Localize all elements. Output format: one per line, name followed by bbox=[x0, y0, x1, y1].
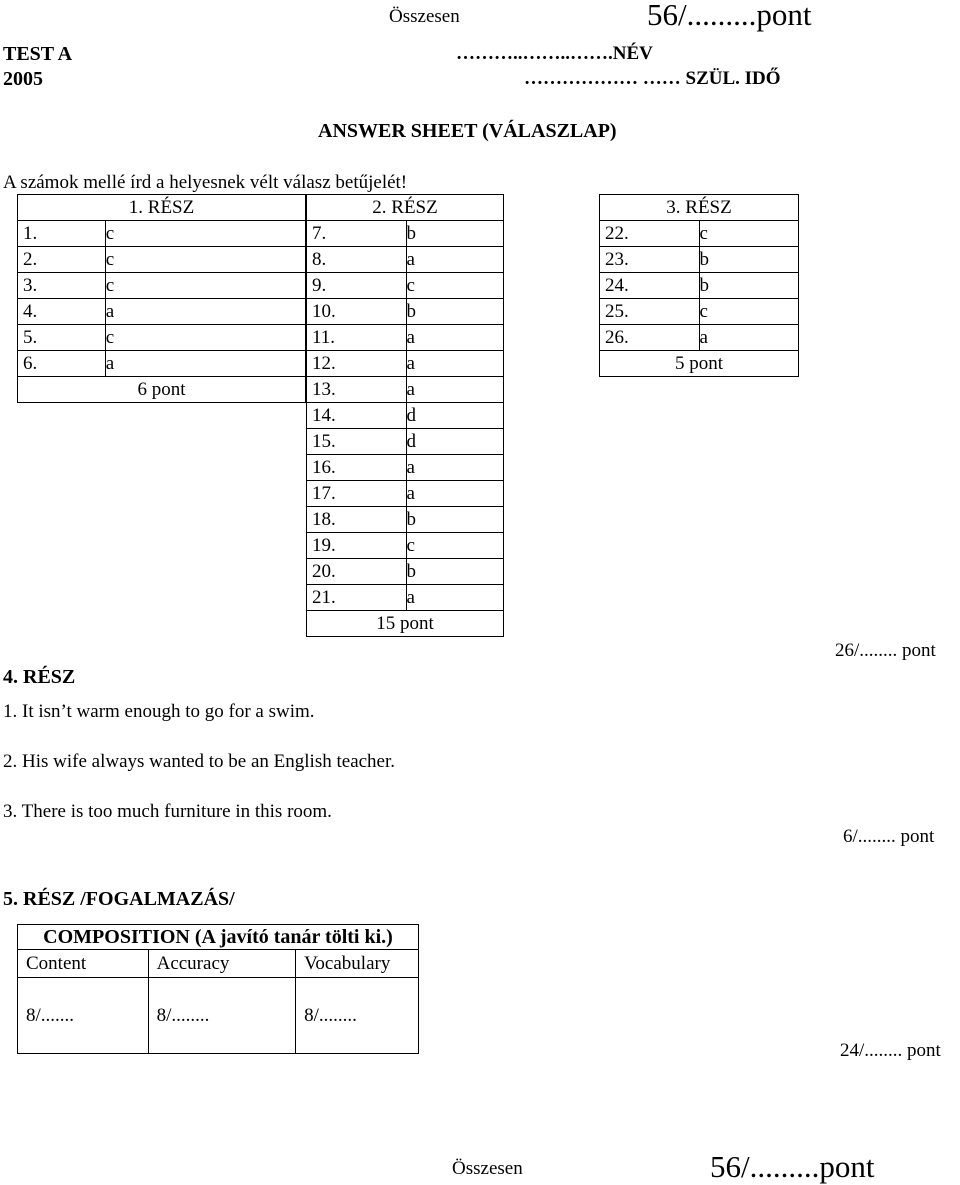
part4-heading: 4. RÉSZ bbox=[3, 666, 76, 688]
part3-heading: 3. RÉSZ bbox=[600, 195, 799, 221]
answer-letter[interactable]: b bbox=[699, 273, 798, 299]
question-number: 25. bbox=[600, 299, 700, 325]
question-number: 9. bbox=[307, 273, 407, 299]
total-score-top: 56/.........pont bbox=[647, 0, 812, 32]
answer-letter[interactable]: c bbox=[105, 325, 305, 351]
part2-row bbox=[307, 351, 504, 377]
answer-letter[interactable]: c bbox=[105, 221, 305, 247]
part2-table bbox=[306, 194, 504, 637]
answer-letter[interactable]: a bbox=[406, 481, 503, 507]
question-number: 22. bbox=[600, 221, 700, 247]
composition-table bbox=[17, 924, 419, 1054]
question-number: 10. bbox=[307, 299, 407, 325]
part4-subtotal[interactable]: 6/........ pont bbox=[843, 826, 935, 847]
answer-letter[interactable]: d bbox=[406, 429, 503, 455]
answer-letter[interactable]: b bbox=[406, 299, 503, 325]
vocabulary-score[interactable]: 8/........ bbox=[296, 978, 419, 1054]
part4-sentence-2[interactable]: 2. His wife always wanted to be an English teacher. bbox=[3, 751, 396, 772]
question-number: 13. bbox=[307, 377, 407, 403]
answer-letter[interactable]: b bbox=[406, 507, 503, 533]
part1-row bbox=[18, 221, 306, 247]
part2-row bbox=[307, 247, 504, 273]
part3-table bbox=[599, 194, 799, 377]
answer-letter[interactable]: c bbox=[406, 273, 503, 299]
part2-row bbox=[307, 377, 504, 403]
part3-points: 5 pont bbox=[600, 351, 799, 377]
column-accuracy: Accuracy bbox=[148, 950, 296, 978]
answer-letter[interactable]: a bbox=[406, 325, 503, 351]
part1-row bbox=[18, 273, 306, 299]
part3-row bbox=[600, 299, 799, 325]
question-number: 15. bbox=[307, 429, 407, 455]
part2-row bbox=[307, 559, 504, 585]
question-number: 20. bbox=[307, 559, 407, 585]
part2-heading: 2. RÉSZ bbox=[307, 195, 504, 221]
answer-letter[interactable]: c bbox=[699, 299, 798, 325]
question-number: 23. bbox=[600, 247, 700, 273]
part2-row bbox=[307, 273, 504, 299]
part4-sentence-3[interactable]: 3. There is too much furniture in this room. bbox=[3, 801, 332, 822]
part2-row bbox=[307, 455, 504, 481]
part2-row bbox=[307, 585, 504, 611]
part2-row bbox=[307, 429, 504, 455]
part1-table bbox=[17, 194, 306, 403]
part1-row bbox=[18, 351, 306, 377]
question-number: 4. bbox=[18, 299, 106, 325]
question-number: 6. bbox=[18, 351, 106, 377]
question-number: 3. bbox=[18, 273, 106, 299]
question-number: 7. bbox=[307, 221, 407, 247]
part3-row bbox=[600, 325, 799, 351]
part5-subtotal[interactable]: 24/........ pont bbox=[840, 1040, 941, 1061]
content-score[interactable]: 8/....... bbox=[18, 978, 149, 1054]
part2-row bbox=[307, 221, 504, 247]
part2-row bbox=[307, 299, 504, 325]
part2-row bbox=[307, 481, 504, 507]
answer-letter[interactable]: c bbox=[105, 273, 305, 299]
column-vocabulary: Vocabulary bbox=[296, 950, 419, 978]
part1-row bbox=[18, 247, 306, 273]
total-label-top: Összesen bbox=[389, 6, 460, 27]
question-number: 14. bbox=[307, 403, 407, 429]
part2-row bbox=[307, 403, 504, 429]
total-score-bottom: 56/.........pont bbox=[710, 1149, 875, 1184]
part2-points: 15 pont bbox=[307, 611, 504, 637]
part1-points: 6 pont bbox=[18, 377, 306, 403]
answer-letter[interactable]: d bbox=[406, 403, 503, 429]
answer-letter[interactable]: a bbox=[699, 325, 798, 351]
part3-row bbox=[600, 273, 799, 299]
answer-letter[interactable]: c bbox=[699, 221, 798, 247]
part1-heading: 1. RÉSZ bbox=[18, 195, 306, 221]
composition-title: COMPOSITION (A javító tanár tölti ki.) bbox=[18, 925, 419, 950]
question-number: 8. bbox=[307, 247, 407, 273]
birth-date-field[interactable]: ……………… …… SZÜL. IDŐ bbox=[524, 68, 781, 89]
part1-row bbox=[18, 325, 306, 351]
question-number: 26. bbox=[600, 325, 700, 351]
answer-letter[interactable]: a bbox=[406, 377, 503, 403]
question-number: 16. bbox=[307, 455, 407, 481]
question-number: 5. bbox=[18, 325, 106, 351]
answer-letter[interactable]: b bbox=[406, 559, 503, 585]
accuracy-score[interactable]: 8/........ bbox=[148, 978, 296, 1054]
page-title: ANSWER SHEET (VÁLASZLAP) bbox=[318, 120, 617, 142]
question-number: 12. bbox=[307, 351, 407, 377]
answer-letter[interactable]: b bbox=[699, 247, 798, 273]
name-field[interactable]: ………..……..…….NÉV bbox=[456, 43, 653, 64]
question-number: 11. bbox=[307, 325, 407, 351]
part1-points-row bbox=[18, 377, 306, 403]
answer-letter[interactable]: a bbox=[406, 455, 503, 481]
part3-row bbox=[600, 221, 799, 247]
part3-row bbox=[600, 247, 799, 273]
answer-letter[interactable]: a bbox=[105, 299, 305, 325]
answer-letter[interactable]: a bbox=[406, 351, 503, 377]
answer-letter[interactable]: c bbox=[105, 247, 305, 273]
answer-letter[interactable]: c bbox=[406, 533, 503, 559]
answer-letter[interactable]: b bbox=[406, 221, 503, 247]
part2-row bbox=[307, 533, 504, 559]
question-number: 18. bbox=[307, 507, 407, 533]
column-content: Content bbox=[18, 950, 149, 978]
instruction-text: A számok mellé írd a helyesnek vélt válasz betűjelét! bbox=[3, 172, 408, 193]
answer-letter[interactable]: a bbox=[105, 351, 305, 377]
part3-points-row bbox=[600, 351, 799, 377]
question-number: 17. bbox=[307, 481, 407, 507]
question-number: 19. bbox=[307, 533, 407, 559]
question-number: 2. bbox=[18, 247, 106, 273]
part2-row bbox=[307, 507, 504, 533]
year: 2005 bbox=[3, 68, 43, 90]
test-label: TEST A bbox=[3, 43, 73, 65]
question-number: 24. bbox=[600, 273, 700, 299]
question-number: 21. bbox=[307, 585, 407, 611]
subtotal-part1-3[interactable]: 26/........ pont bbox=[835, 640, 936, 661]
part4-sentence-1[interactable]: 1. It isn’t warm enough to go for a swim. bbox=[3, 701, 315, 722]
answer-letter[interactable]: a bbox=[406, 247, 503, 273]
part2-points-row bbox=[307, 611, 504, 637]
answer-letter[interactable]: a bbox=[406, 585, 503, 611]
part2-row bbox=[307, 325, 504, 351]
question-number: 1. bbox=[18, 221, 106, 247]
total-label-bottom: Összesen bbox=[452, 1158, 523, 1179]
part1-row bbox=[18, 299, 306, 325]
part5-heading: 5. RÉSZ /FOGALMAZÁS/ bbox=[3, 888, 235, 910]
